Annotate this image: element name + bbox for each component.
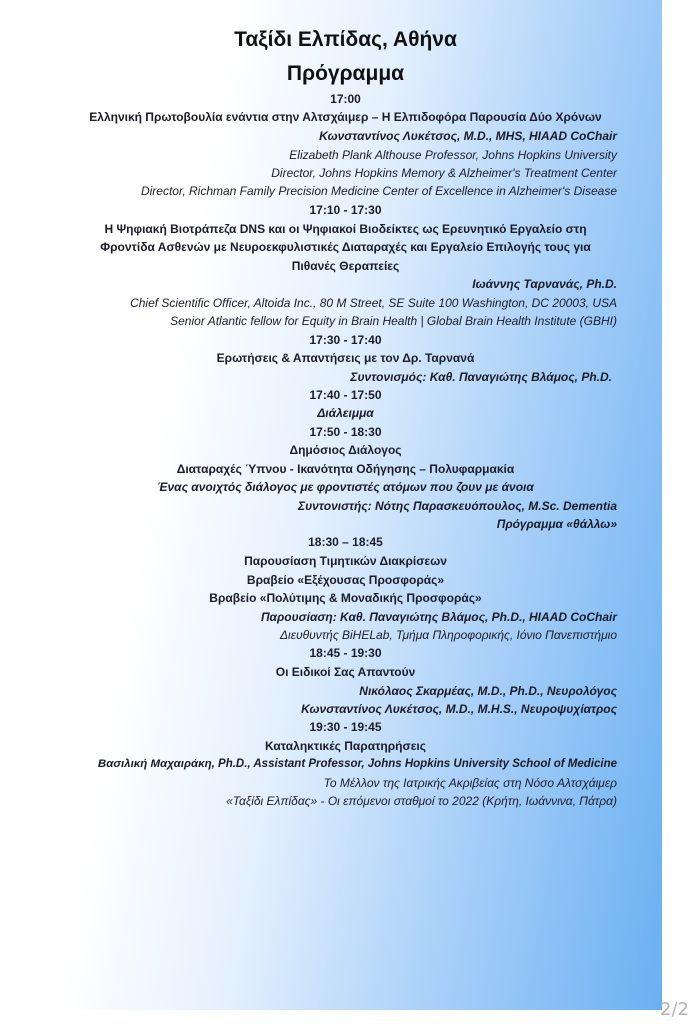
- talk-title: Το Μέλλον της Ιατρικής Ακριβείας στη Νόσο Αλτσχάιμερ: [323, 776, 617, 790]
- speaker-affiliation: Senior Atlantic fellow for Equity in Brain Health | Global Brain Health Institute (GBHI): [170, 314, 617, 328]
- session-title: Φροντίδα Ασθενών με Νευροεκφυλιστικές Διαταραχές και Εργαλείο Επιλογής τους για: [100, 240, 591, 254]
- time-slot: 17:50 - 18:30: [309, 425, 382, 439]
- speaker-name: Ιωάννης Ταρνανάς, Ph.D.: [472, 277, 617, 291]
- presenter: Παρουσίαση: Καθ. Παναγιώτης Βλάμος, Ph.D., HIAAD CoChair: [260, 610, 617, 624]
- document-subtitle: Πρόγραμμα: [286, 62, 405, 85]
- presenter-affiliation: Διευθυντής BiHELab, Τμήμα Πληροφορικής, Ιόνιο Πανεπιστήμιο: [280, 628, 617, 642]
- talk-title: «Ταξίδι Ελπίδας» - Οι επόμενοι σταθμοί το 2022 (Κρήτη, Ιωάννινα, Πάτρα): [226, 794, 617, 808]
- time-slot: 17:10 - 17:30: [309, 203, 382, 217]
- speaker-affiliation: Director, Johns Hopkins Memory & Alzheimer's Treatment Center: [271, 166, 617, 180]
- session-title: Η Ψηφιακή Βιοτράπεζα DNS και οι Ψηφιακοί Βιοδείκτες ως Ερευνητικό Εργαλείο στη: [104, 222, 587, 236]
- speaker-name: Κωνσταντίνος Λυκέτσος, M.D., MHS, HIAAD CoChair: [319, 129, 617, 143]
- time-slot: 19:30 - 19:45: [309, 720, 382, 734]
- award-title: Βραβείο «Πολύτιμης & Μοναδικής Προσφοράς»: [209, 591, 482, 605]
- speaker-affiliation: Elizabeth Plank Althouse Professor, Johns Hopkins University: [289, 148, 617, 162]
- speaker-name: Βασιλική Μαχαιράκη, Ph.D., Assistant Professor, Johns Hopkins University School of Medicine: [97, 758, 617, 770]
- speaker-name: Κωνσταντίνος Λυκέτσος, M.D., M.H.S., Νευροψυχίατρος: [301, 702, 617, 716]
- moderator: Συντονιστής: Νότης Παρασκευόπουλος, M.Sc. Dementia: [298, 499, 617, 513]
- award-title: Βραβείο «Εξέχουσας Προσφοράς»: [246, 573, 445, 587]
- document-title: Ταξίδι Ελπίδας, Αθήνα: [234, 28, 457, 51]
- session-title: Ερωτήσεις & Απαντήσεις με τον Δρ. Ταρνανά: [216, 351, 475, 365]
- page-indicator: 2/2: [660, 999, 689, 1020]
- session-description: Ένας ανοιχτός διάλογος με φροντιστές ατόμων που ζουν με άνοια: [157, 480, 534, 494]
- time-slot: 18:45 - 19:30: [309, 646, 382, 660]
- session-subtitle: Διαταραχές Ύπνου - Ικανότητα Οδήγησης – Πολυφαρμακία: [176, 462, 515, 476]
- session-title: Ελληνική Πρωτοβουλία ενάντια στην Αλτσχάιμερ – Η Ελπιδοφόρα Παρουσία Δύο Χρόνων: [89, 110, 602, 124]
- session-title: Δημόσιος Διάλογος: [289, 443, 402, 457]
- moderator: Συντονισμός: Καθ. Παναγιώτης Βλάμος, Ph.D.: [350, 370, 612, 384]
- time-slot: 18:30 – 18:45: [308, 535, 383, 549]
- speaker-name: Νικόλαος Σκαρμέας, M.D., Ph.D., Νευρολόγος: [359, 684, 617, 698]
- program-name: Πρόγραμμα «θάλλω»: [496, 517, 617, 531]
- speaker-affiliation: Chief Scientific Officer, Altoida Inc., 80 M Street, SE Suite 100 Washington, DC 20003, USA: [130, 296, 617, 310]
- speaker-affiliation: Director, Richman Family Precision Medicine Center of Excellence in Alzheimer's Disease: [140, 184, 617, 198]
- time-slot: 17:40 - 17:50: [309, 388, 382, 402]
- break-label: Διάλειμμα: [317, 406, 374, 420]
- session-title: Παρουσίαση Τιμητικών Διακρίσεων: [244, 554, 447, 568]
- time-slot: 17:00: [330, 92, 361, 106]
- time-slot: 17:30 - 17:40: [309, 333, 382, 347]
- session-title: Καταληκτικές Παρατηρήσεις: [265, 739, 426, 753]
- session-title: Οι Ειδικοί Σας Απαντούν: [275, 665, 416, 679]
- session-title: Πιθανές Θεραπείες: [291, 259, 400, 273]
